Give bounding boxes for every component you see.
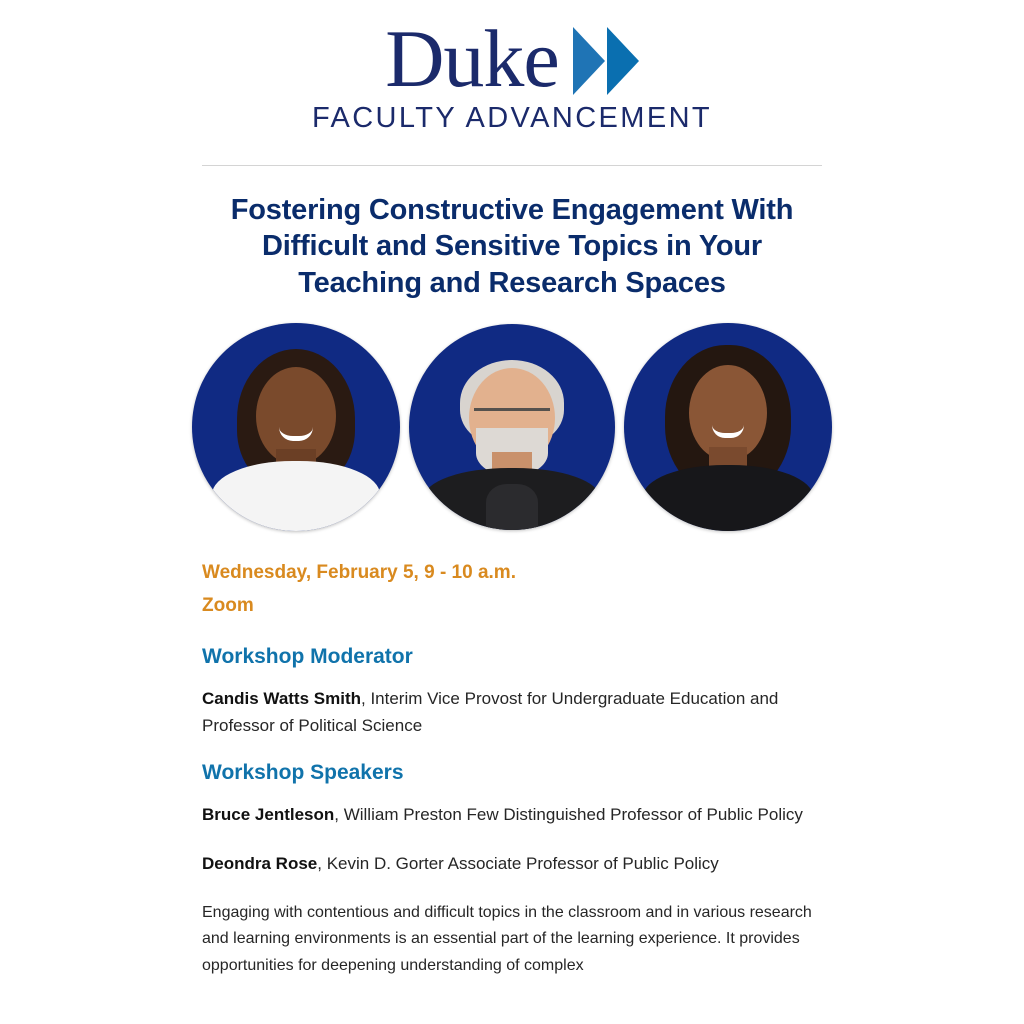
email-content [202, 0, 822, 980]
event-location: Zoom [202, 595, 254, 617]
speaker-name: Deondra Rose [202, 854, 318, 874]
portrait-row [192, 323, 832, 531]
logo-row [202, 13, 822, 104]
page-title: Fostering Constructive Engagement With Difficult and Sensitive Topics in Your Teaching and Research Spaces [230, 193, 794, 299]
moderator-entry [202, 685, 822, 739]
bruce-jentleson-portrait [409, 324, 615, 530]
description-paragraph: Engaging with contentious and difficult topics in the classroom and in various research and learning environments is an essential part of the learning experience. It provides opportunities for deepening understanding of complex [202, 903, 812, 975]
event-datetime: Wednesday, February 5, 9 - 10 a.m. [202, 562, 516, 584]
event-details [202, 557, 822, 622]
deondra-rose-portrait [624, 323, 832, 531]
duke-wordmark: Duke [385, 13, 559, 104]
speaker-title: , William Preston Few Distinguished Professor of Public Policy [334, 805, 803, 825]
speakers-heading: Workshop Speakers [202, 761, 404, 785]
speaker-title: , Kevin D. Gorter Associate Professor of Public Policy [317, 854, 719, 874]
candis-watts-smith-portrait [192, 323, 400, 531]
moderator-heading: Workshop Moderator [202, 644, 413, 668]
moderator-title: , Interim Vice Provost for Undergraduate Education and Professor of Political Science [202, 688, 779, 736]
moderator-name: Candis Watts Smith [202, 688, 361, 708]
speaker-name: Bruce Jentleson [202, 805, 335, 825]
header-divider [202, 165, 822, 166]
speaker-entry [202, 850, 822, 877]
logo-subtitle: FACULTY ADVANCEMENT [311, 101, 713, 134]
speaker-entry [202, 801, 822, 828]
duke-faculty-advancement-logo [202, 14, 822, 135]
double-chevron-right-icon [573, 27, 639, 95]
